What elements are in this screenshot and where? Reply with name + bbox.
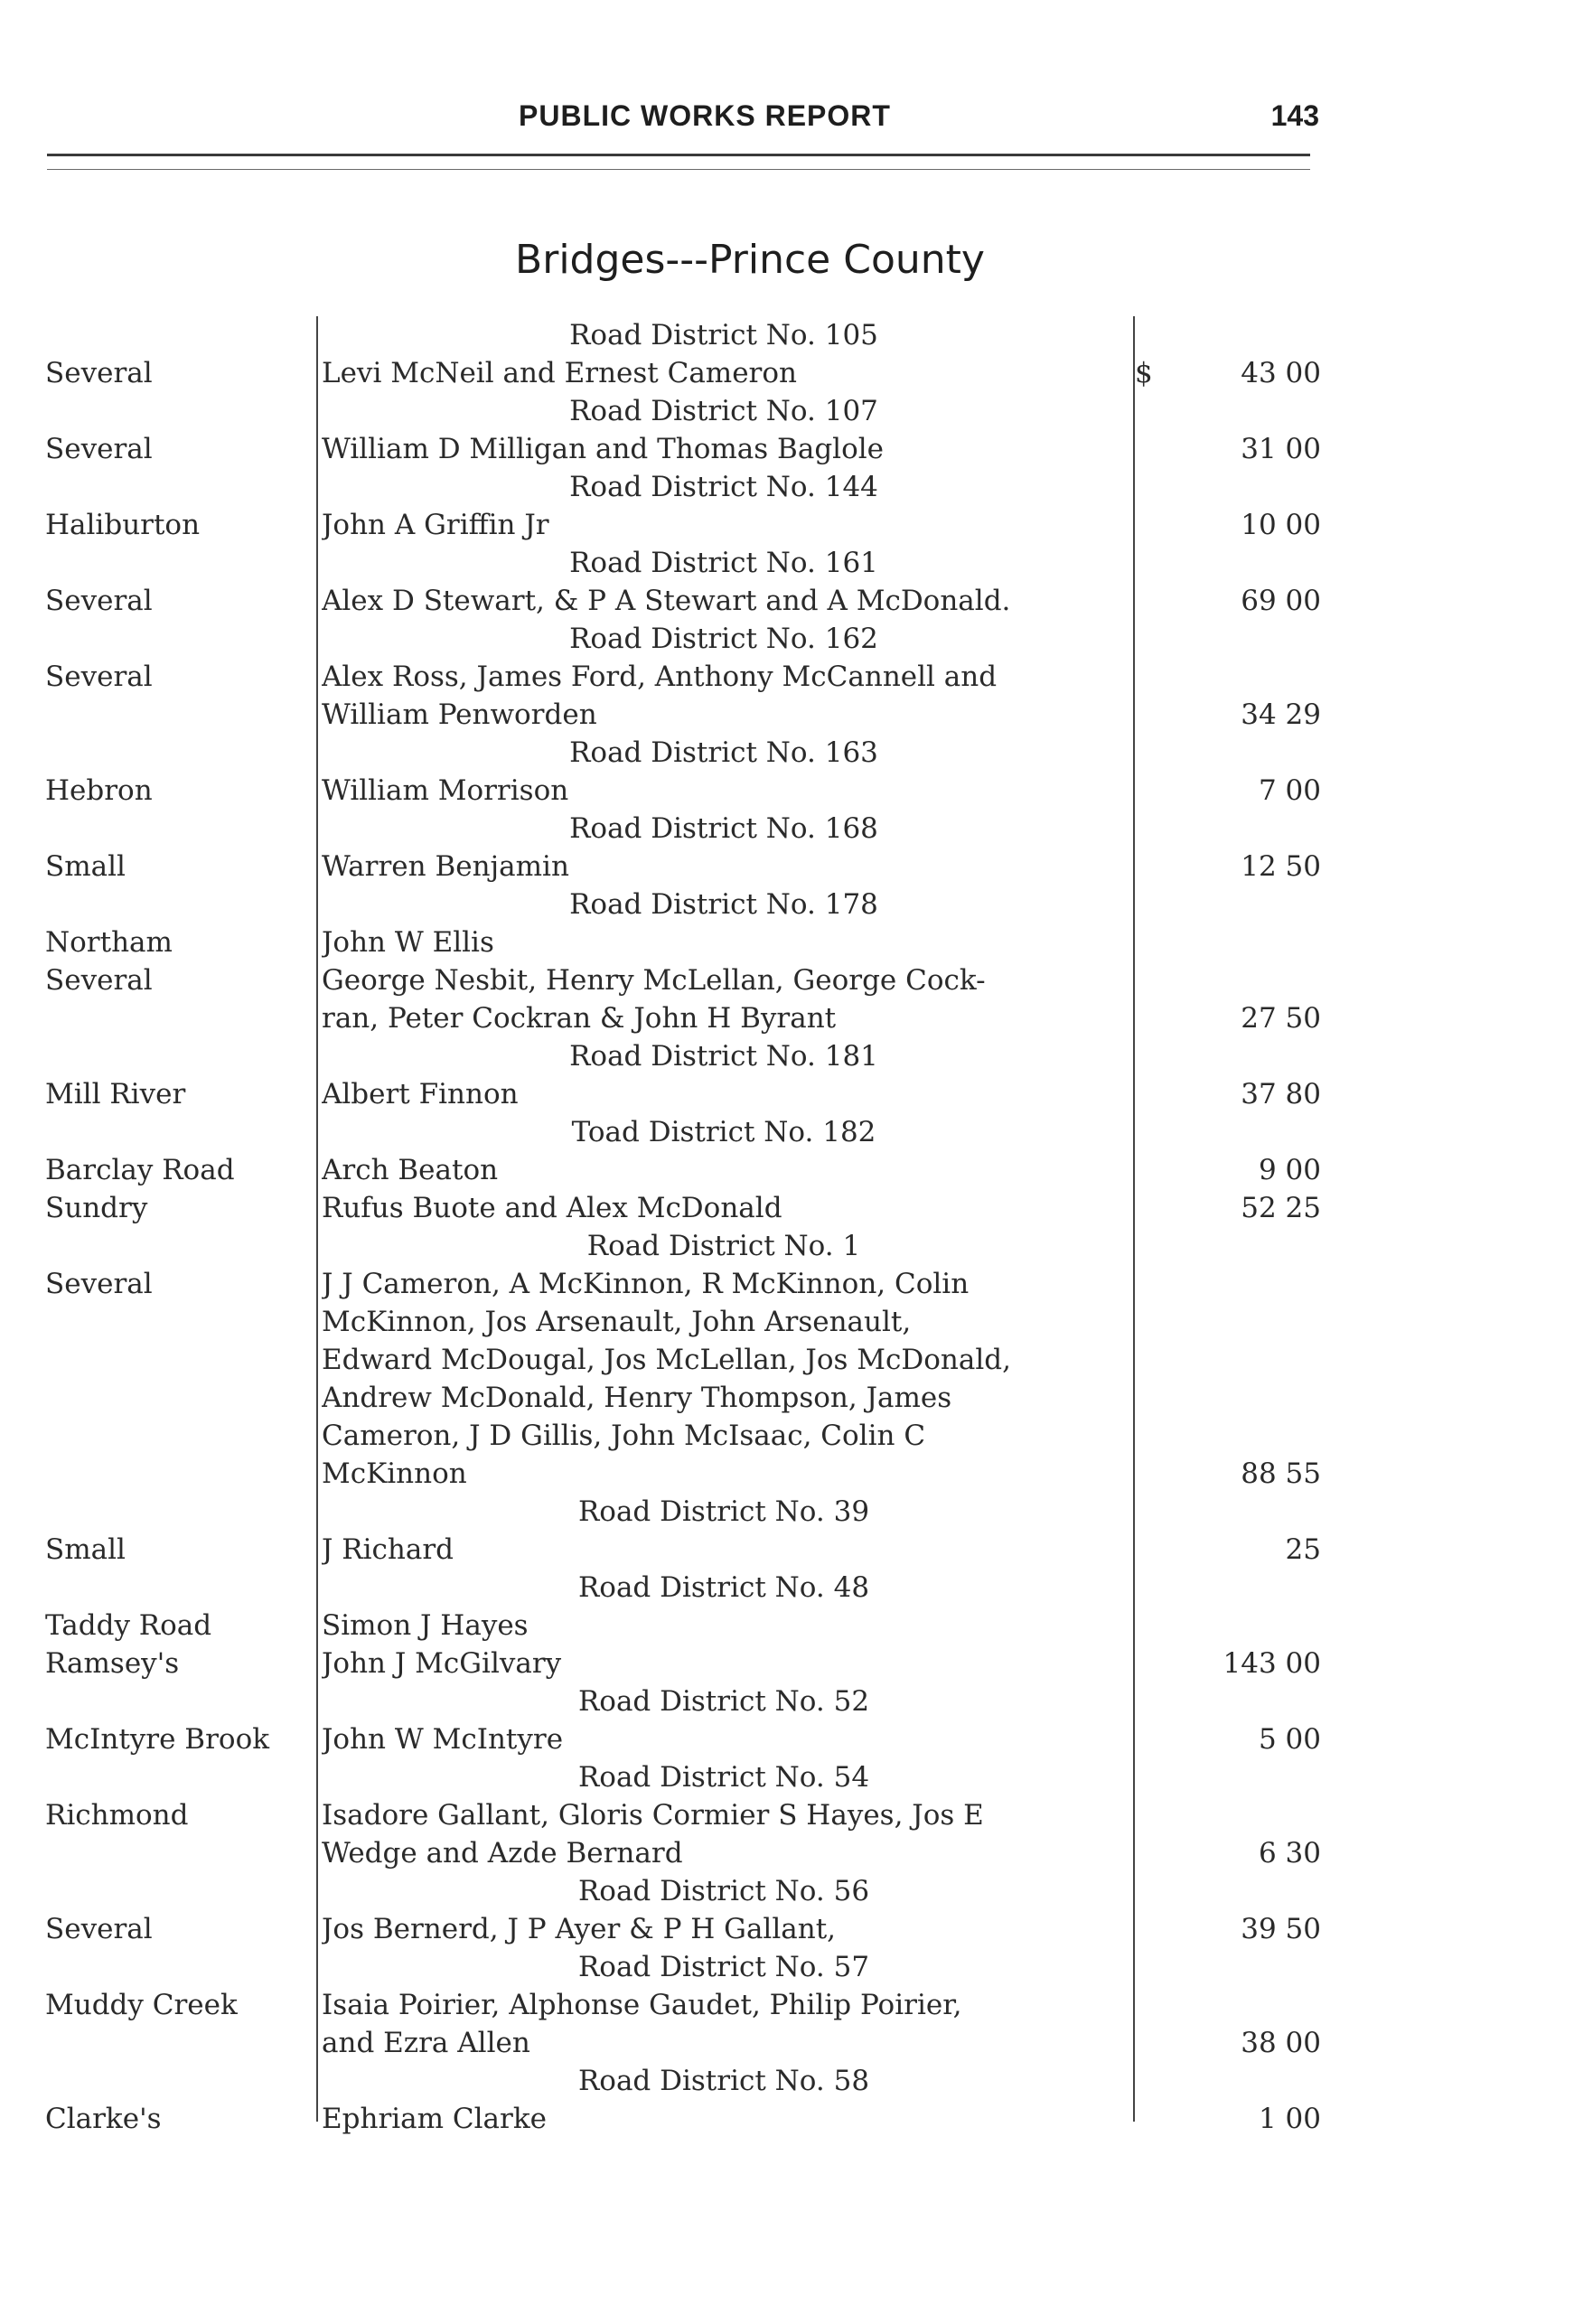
district-heading: Road District No. 105 <box>569 319 878 351</box>
table-row <box>0 354 1574 392</box>
amount-cell: 27 50 <box>1241 1002 1321 1035</box>
place-cell: Several <box>45 1268 153 1300</box>
names-cell: and Ezra Allen <box>322 2027 530 2059</box>
amount-cell: 52 25 <box>1241 1192 1321 1224</box>
names-cell: Arch Beaton <box>322 1154 499 1186</box>
table-row <box>0 734 1574 772</box>
amount-cell: 10 00 <box>1241 509 1321 541</box>
place-cell: Mill River <box>45 1078 186 1110</box>
amount-cell: 25 <box>1285 1533 1321 1566</box>
place-cell: Barclay Road <box>45 1154 235 1186</box>
table-row <box>0 1341 1574 1379</box>
place-cell: Haliburton <box>45 509 201 541</box>
place-cell: Clarke's <box>45 2103 162 2135</box>
place-cell: Richmond <box>45 1799 189 1832</box>
names-cell: William D Milligan and Thomas Baglole <box>322 433 884 465</box>
amount-cell: 69 00 <box>1241 585 1321 617</box>
table-row <box>0 620 1574 658</box>
place-cell: Several <box>45 585 153 617</box>
page-number: 143 <box>1270 99 1319 132</box>
place-cell: Several <box>45 357 153 389</box>
names-cell: John J McGilvary <box>322 1647 562 1680</box>
amount-cell: 39 50 <box>1241 1913 1321 1945</box>
amount-cell: 5 00 <box>1258 1723 1321 1756</box>
place-cell: Hebron <box>45 774 153 807</box>
names-cell: Isaia Poirier, Alphonse Gaudet, Philip Poirier, <box>322 1989 962 2021</box>
table-row <box>0 1265 1574 1303</box>
table-row <box>0 1227 1574 1265</box>
place-cell: Taddy Road <box>45 1609 212 1642</box>
names-cell: Albert Finnon <box>322 1078 519 1110</box>
table-row <box>0 1569 1574 1607</box>
names-cell: Isadore Gallant, Gloris Cormier S Hayes, Jos E <box>322 1799 984 1832</box>
table-row <box>0 1189 1574 1227</box>
place-cell: Northam <box>45 926 173 959</box>
table-row <box>0 1417 1574 1455</box>
table-row <box>0 1151 1574 1189</box>
place-cell: Small <box>45 1533 126 1566</box>
table-row <box>0 1075 1574 1113</box>
district-heading: Road District No. 163 <box>569 736 878 769</box>
amount-cell: 6 30 <box>1258 1837 1321 1870</box>
names-cell: Wedge and Azde Bernard <box>322 1837 683 1870</box>
names-cell: Cameron, J D Gillis, John McIsaac, Colin C <box>322 1420 926 1452</box>
names-cell: J Richard <box>322 1533 454 1566</box>
place-cell: McIntyre Brook <box>45 1723 270 1756</box>
amount-cell: 37 80 <box>1241 1078 1321 1110</box>
amount-cell: 88 55 <box>1241 1457 1321 1490</box>
table-row <box>0 1872 1574 1910</box>
table-row <box>0 2062 1574 2100</box>
place-cell: Ramsey's <box>45 1647 180 1680</box>
district-heading: Road District No. 144 <box>569 471 878 503</box>
amount-cell: 143 00 <box>1223 1647 1321 1680</box>
district-heading: Road District No. 1 <box>586 1230 861 1262</box>
table-row <box>0 430 1574 468</box>
table-row <box>0 658 1574 696</box>
table-row <box>0 1948 1574 1986</box>
district-heading: Road District No. 54 <box>577 1761 870 1794</box>
district-heading: Road District No. 181 <box>569 1040 878 1073</box>
table-row <box>0 1758 1574 1796</box>
table-row <box>0 923 1574 961</box>
amount-cell: 38 00 <box>1241 2027 1321 2059</box>
place-cell: Small <box>45 850 126 883</box>
table-row <box>0 1834 1574 1872</box>
names-cell: Jos Bernerd, J P Ayer & P H Gallant, <box>322 1913 837 1945</box>
names-cell: Levi McNeil and Ernest Cameron <box>322 357 797 389</box>
district-heading: Road District No. 178 <box>569 888 878 921</box>
names-cell: Simon J Hayes <box>322 1609 529 1642</box>
district-heading: Road District No. 168 <box>569 812 878 845</box>
names-cell: Rufus Buote and Alex McDonald <box>322 1192 782 1224</box>
table-row <box>0 582 1574 620</box>
district-heading: Road District No. 162 <box>569 623 878 655</box>
district-heading: Road District No. 39 <box>577 1495 870 1528</box>
table-row <box>0 1796 1574 1834</box>
district-heading: Road District No. 161 <box>569 547 878 579</box>
table-row <box>0 2100 1574 2138</box>
place-cell: Sundry <box>45 1192 148 1224</box>
names-cell: John W McIntyre <box>322 1723 564 1756</box>
names-cell: Edward McDougal, Jos McLellan, Jos McDonald, <box>322 1344 1011 1376</box>
dollar-sign: $ <box>1135 357 1153 389</box>
place-cell: Several <box>45 661 153 693</box>
names-cell: John A Griffin Jr <box>322 509 549 541</box>
table-row <box>0 1493 1574 1531</box>
table-row <box>0 1303 1574 1341</box>
district-heading: Road District No. 56 <box>577 1875 870 1907</box>
district-heading: Road District No. 58 <box>577 2065 870 2097</box>
names-cell: Warren Benjamin <box>322 850 569 883</box>
district-heading: Road District No. 52 <box>577 1685 870 1718</box>
place-cell: Several <box>45 433 153 465</box>
table-row <box>0 1113 1574 1151</box>
names-cell: McKinnon, Jos Arsenault, John Arsenault, <box>322 1306 912 1338</box>
table-row <box>0 886 1574 923</box>
table-row <box>0 772 1574 810</box>
table-row <box>0 1910 1574 1948</box>
district-heading: Road District No. 107 <box>569 395 878 427</box>
amount-cell: 43 00 <box>1241 357 1321 389</box>
names-cell: Alex D Stewart, & P A Stewart and A McDonald. <box>322 585 1011 617</box>
table-row <box>0 1645 1574 1682</box>
district-heading: Road District No. 57 <box>577 1951 870 1983</box>
names-cell: J J Cameron, A McKinnon, R McKinnon, Colin <box>322 1268 970 1300</box>
place-cell: Muddy Creek <box>45 1989 238 2021</box>
district-heading: Toad District No. 182 <box>571 1116 876 1148</box>
table-row <box>0 1037 1574 1075</box>
amount-cell: 34 29 <box>1241 698 1321 731</box>
table-row <box>0 468 1574 506</box>
table-row <box>0 696 1574 734</box>
section-title: Bridges---Prince County <box>515 237 985 283</box>
table-row <box>0 2024 1574 2062</box>
table-row <box>0 999 1574 1037</box>
table-row <box>0 810 1574 848</box>
names-cell: George Nesbit, Henry McLellan, George Cock- <box>322 964 986 997</box>
running-header-title: PUBLIC WORKS REPORT <box>519 99 891 132</box>
table-row <box>0 1986 1574 2024</box>
names-cell: McKinnon <box>322 1457 467 1490</box>
expenditure-table <box>0 316 1574 2138</box>
names-cell: William Morrison <box>322 774 569 807</box>
table-row <box>0 1531 1574 1569</box>
amount-cell: 9 00 <box>1258 1154 1321 1186</box>
place-cell: Several <box>45 964 153 997</box>
amount-cell: 31 00 <box>1241 433 1321 465</box>
names-cell: John W Ellis <box>322 926 494 959</box>
amount-cell: 1 00 <box>1258 2103 1321 2135</box>
table-row <box>0 316 1574 354</box>
place-cell: Several <box>45 1913 153 1945</box>
table-row <box>0 848 1574 886</box>
table-row <box>0 1607 1574 1645</box>
table-row <box>0 506 1574 544</box>
table-row <box>0 1379 1574 1417</box>
table-row <box>0 1455 1574 1493</box>
names-cell: Ephriam Clarke <box>322 2103 547 2135</box>
names-cell: Alex Ross, James Ford, Anthony McCannell and <box>322 661 998 693</box>
table-row <box>0 392 1574 430</box>
names-cell: William Penworden <box>322 698 597 731</box>
table-row <box>0 1682 1574 1720</box>
amount-cell: 7 00 <box>1258 774 1321 807</box>
district-heading: Road District No. 48 <box>577 1571 870 1604</box>
table-row <box>0 1720 1574 1758</box>
header-rule <box>47 154 1310 170</box>
names-cell: Andrew McDonald, Henry Thompson, James <box>322 1382 952 1414</box>
amount-cell: 12 50 <box>1241 850 1321 883</box>
table-row <box>0 961 1574 999</box>
table-row <box>0 544 1574 582</box>
names-cell: ran, Peter Cockran & John H Byrant <box>322 1002 837 1035</box>
